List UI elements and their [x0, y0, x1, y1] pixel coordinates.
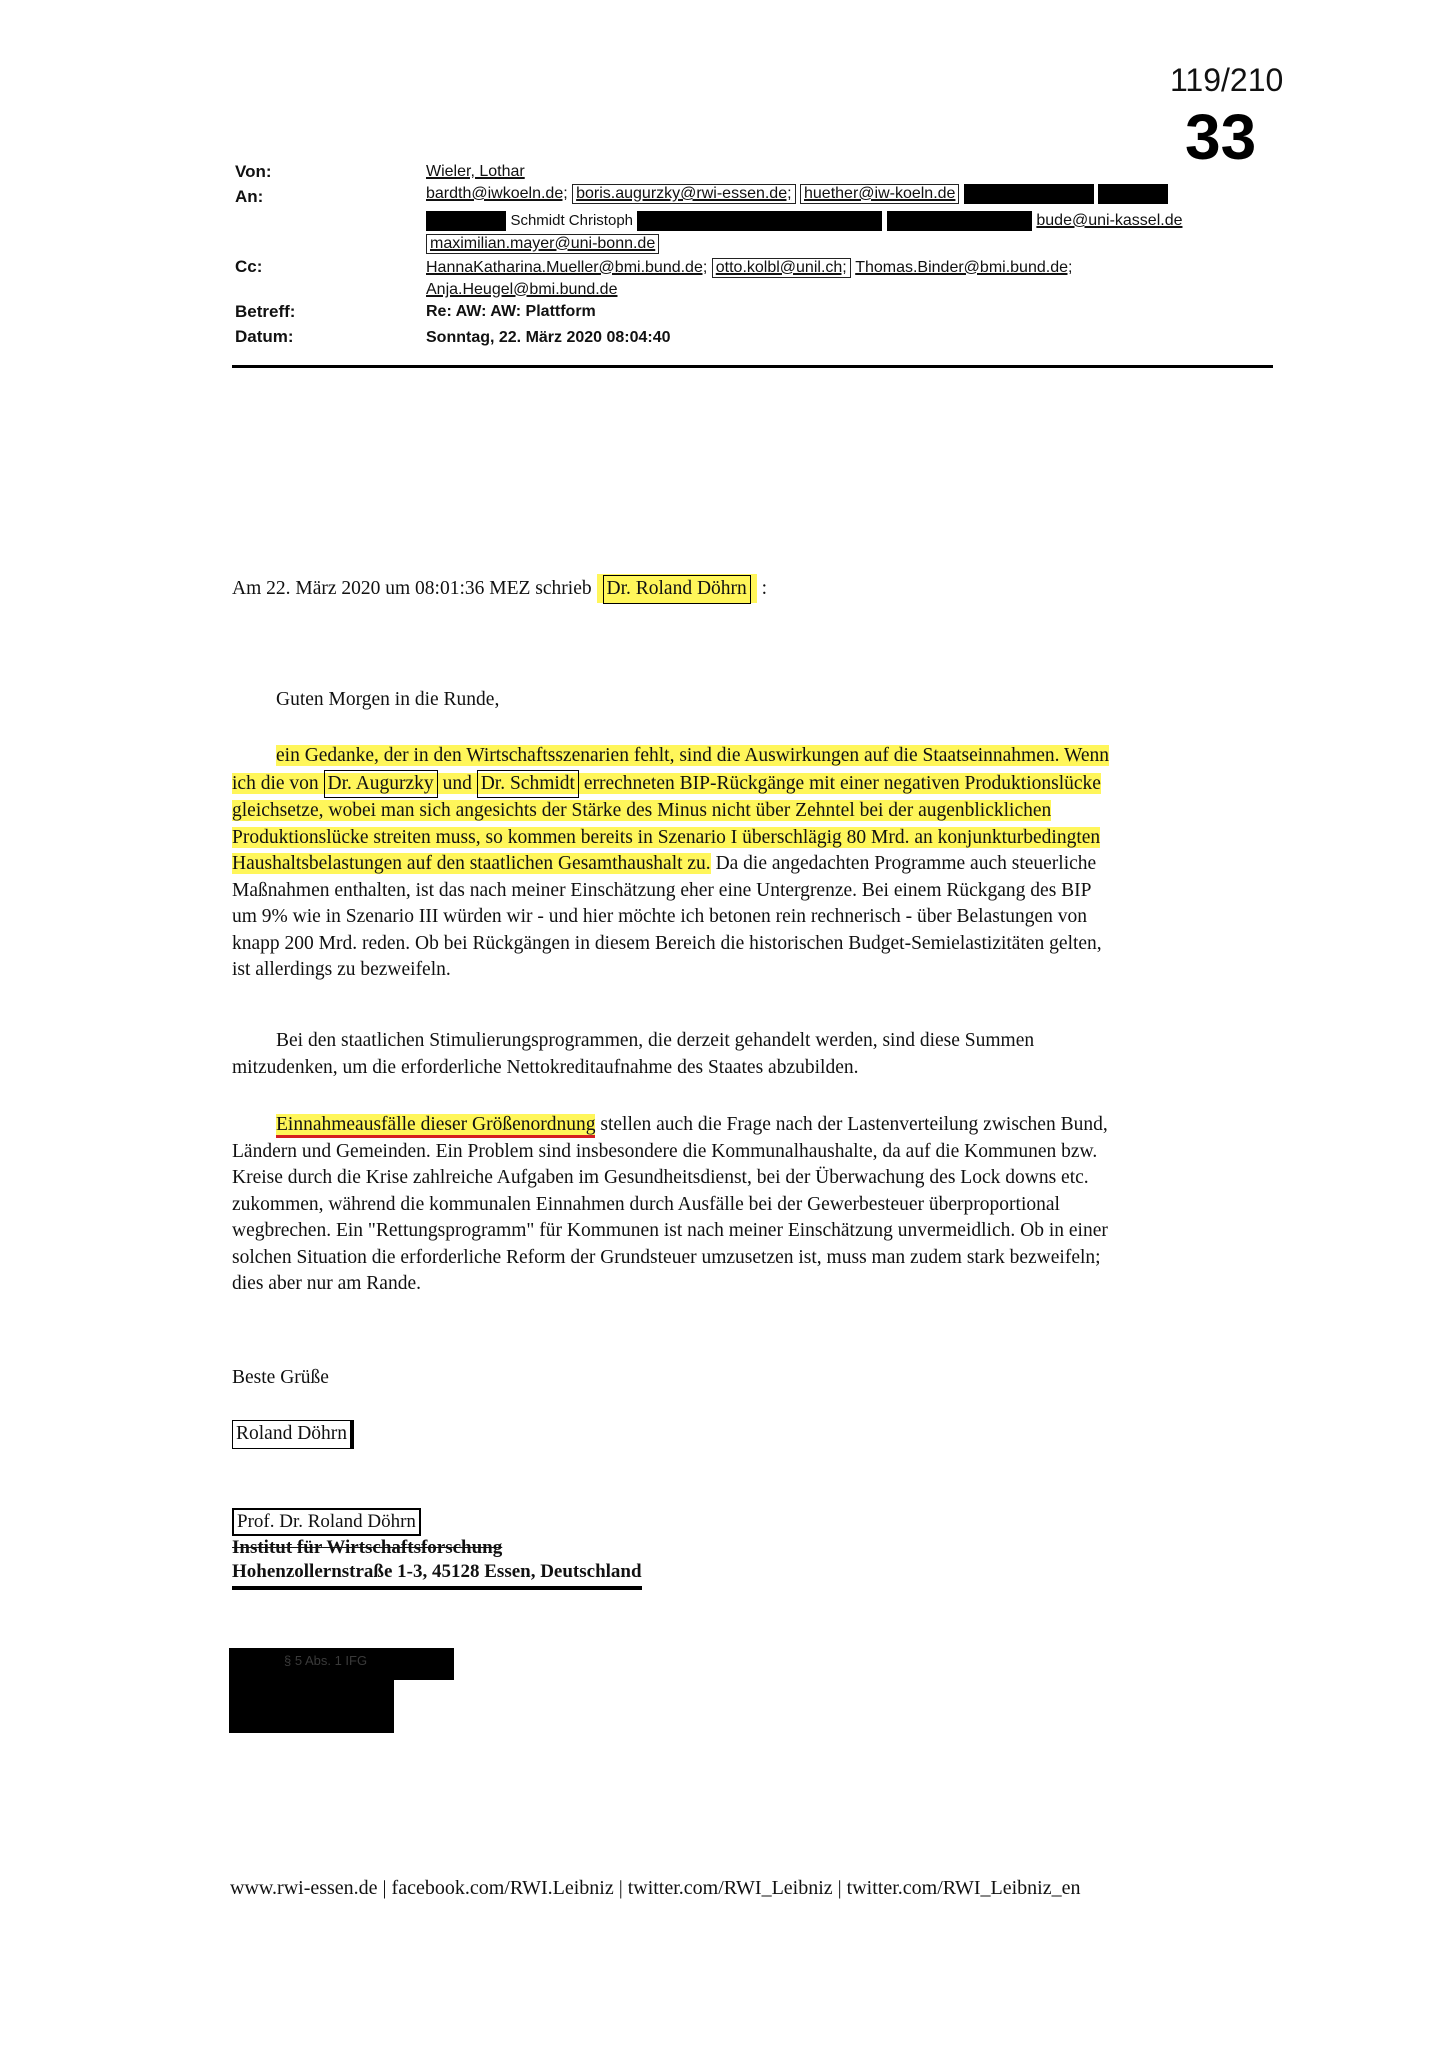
- para3-line-1b: stellen auch die Frage nach der Lastenverteilung zwischen Bund,: [600, 1114, 1108, 1135]
- para3-line-4: zukommen, während die kommunalen Einnahmen durch Ausfälle bei der Gewerbesteuer überproportional: [232, 1193, 1060, 1215]
- para1-line-2c: errechneten BIP-Rückgänge mit einer negativen Produktionslücke: [583, 772, 1101, 794]
- redaction-block: [229, 1648, 454, 1680]
- para3-line-7: dies aber nur am Rande.: [232, 1273, 421, 1294]
- quote-author-highlight: [597, 574, 757, 603]
- signature-name: Prof. Dr. Roland Döhrn: [232, 1508, 421, 1536]
- para3-line-3: Kreise durch die Krise zahlreiche Aufgaben im Gesundheitsdienst, bei der Überwachung des Lock downs etc.: [232, 1167, 1089, 1188]
- quote-intro-colon: :: [761, 578, 768, 599]
- name-schmidt: Dr. Schmidt: [477, 770, 579, 799]
- recipient-email: bude@uni-kassel.de: [1036, 212, 1183, 230]
- para1-line-4: Produktionslücke streiten muss, so kommen bereits in Szenario I überschlägig 80 Mrd. an konjunkturbedingten: [232, 826, 1101, 848]
- recipient-email: huether@iw-koeln.de: [800, 184, 959, 204]
- page-mark: 33: [1185, 101, 1257, 173]
- from-value: Wieler, Lothar: [426, 163, 525, 180]
- para3-line-5: wegbrechen. Ein "Rettungsprogramm" für Kommunen ist nach meiner Einschätzung unvermeidlich. Ob in einer: [232, 1220, 1108, 1241]
- cc-email: otto.kolbl@unil.ch;: [712, 258, 851, 278]
- cc-label: Cc:: [235, 257, 263, 276]
- quote-author: Dr. Roland Döhrn: [603, 575, 751, 604]
- para3-line-2: Ländern und Gemeinden. Ein Problem sind insbesondere die Kommunalhaushalte, da auf die Kommunen bzw.: [232, 1140, 1098, 1162]
- subject-value: Re: AW: AW: Plattform: [426, 303, 596, 320]
- redaction-block: [426, 211, 506, 231]
- name-augurzky: Dr. Augurzky: [324, 770, 438, 799]
- footer-links: www.rwi-essen.de | facebook.com/RWI.Leibniz | twitter.com/RWI_Leibniz | twitter.com/RWI_Leibniz_en: [230, 1877, 1081, 1899]
- para1-line-1: ein Gedanke, der in den Wirtschaftsszenarien fehlt, sind die Auswirkungen auf die Staatseinnahmen. Wenn: [276, 745, 1110, 766]
- sender-name-box: [232, 1420, 1252, 1449]
- page-counter: 119/210: [1170, 62, 1284, 98]
- subject-label: Betreff:: [235, 302, 296, 321]
- to-line-2: [426, 211, 1182, 231]
- cc-line-1: [426, 258, 1072, 278]
- para1-line-7: um 9% wie in Szenario III würden wir - und hier möchte ich betonen rein rechnerisch - über Belastungen von: [232, 906, 1088, 927]
- cc-email: Thomas.Binder@bmi.bund.de;: [855, 259, 1073, 276]
- greeting: Guten Morgen in die Runde,: [276, 689, 500, 710]
- redaction-block: [964, 184, 1094, 204]
- cc-line-2: Anja.Heugel@bmi.bund.de: [426, 281, 618, 298]
- redaction-label: § 5 Abs. 1 IFG: [284, 1653, 368, 1668]
- to-line-3: [426, 234, 659, 254]
- quote-intro: [232, 575, 1252, 604]
- signature-block: [232, 1508, 642, 1590]
- paragraph-2: [232, 1028, 1252, 1081]
- recipient-email: boris.augurzky@rwi-essen.de;: [572, 184, 795, 204]
- para1-line-8: knapp 200 Mrd. reden. Ob bei Rückgängen in diesem Bereich die historischen Budget-Semielastizitäten gelten,: [232, 932, 1102, 954]
- para1-line-5a: Haushaltsbelastungen auf den staatlichen Gesamthaushalt zu.: [232, 853, 711, 874]
- to-line-1: [426, 184, 1168, 204]
- sender-name: Roland Döhrn: [232, 1420, 354, 1449]
- para2-line-1: Bei den staatlichen Stimulierungsprogrammen, die derzeit gehandelt werden, sind diese Summen: [276, 1030, 1035, 1051]
- date-value: Sonntag, 22. März 2020 08:04:40: [426, 329, 671, 346]
- para3-line-6: solchen Situation die erforderliche Reform der Grundsteuer umzusetzen ist, muss man zudem stark bezweifeln;: [232, 1246, 1101, 1268]
- cc-email: HannaKatharina.Mueller@bmi.bund.de;: [426, 259, 708, 276]
- to-label: An:: [235, 187, 264, 206]
- quote-intro-text: Am 22. März 2020 um 08:01:36 MEZ schrieb: [232, 578, 592, 599]
- redaction-block: [229, 1680, 394, 1733]
- date-label: Datum:: [235, 327, 294, 346]
- highlighted-phrase: Einnahmeausfälle dieser Größenordnung: [276, 1114, 595, 1138]
- signature-address: Hohenzollernstraße 1-3, 45128 Essen, Deutschland: [232, 1560, 642, 1590]
- para2-line-2: mitzudenken, um die erforderliche Nettokreditaufnahme des Staates abzubilden.: [232, 1056, 859, 1078]
- para1-line-9: ist allerdings zu bezweifeln.: [232, 959, 451, 980]
- recipient-email: maximilian.mayer@uni-bonn.de: [426, 234, 659, 254]
- para1-line-2b: und: [442, 772, 472, 794]
- para1-line-5b: Da die angedachten Programme auch steuerliche: [715, 853, 1097, 874]
- closing: Beste Grüße: [232, 1367, 329, 1388]
- redaction-block: [1098, 184, 1168, 204]
- recipient-name: Schmidt Christoph: [510, 212, 634, 230]
- from-label: Von:: [235, 162, 272, 181]
- para1-line-2a: ich die von: [232, 772, 319, 794]
- header-divider: [232, 365, 1273, 368]
- para1-line-6: Maßnahmen enthalten, ist das nach meiner Einschätzung eher eine Untergrenze. Bei einem Rückgang des BIP: [232, 879, 1092, 901]
- paragraph-1: [232, 743, 1252, 984]
- signature-institute: Institut für Wirtschaftsforschung: [232, 1537, 503, 1558]
- paragraph-3: [232, 1112, 1252, 1298]
- para1-line-3: gleichsetze, wobei man sich angesichts der Stärke des Minus nicht über Zehntel bei der augenblicklichen: [232, 800, 1052, 821]
- redaction-block: [637, 211, 882, 231]
- recipient-email: bardth@iwkoeln.de;: [426, 185, 568, 203]
- redaction-block: [887, 211, 1032, 231]
